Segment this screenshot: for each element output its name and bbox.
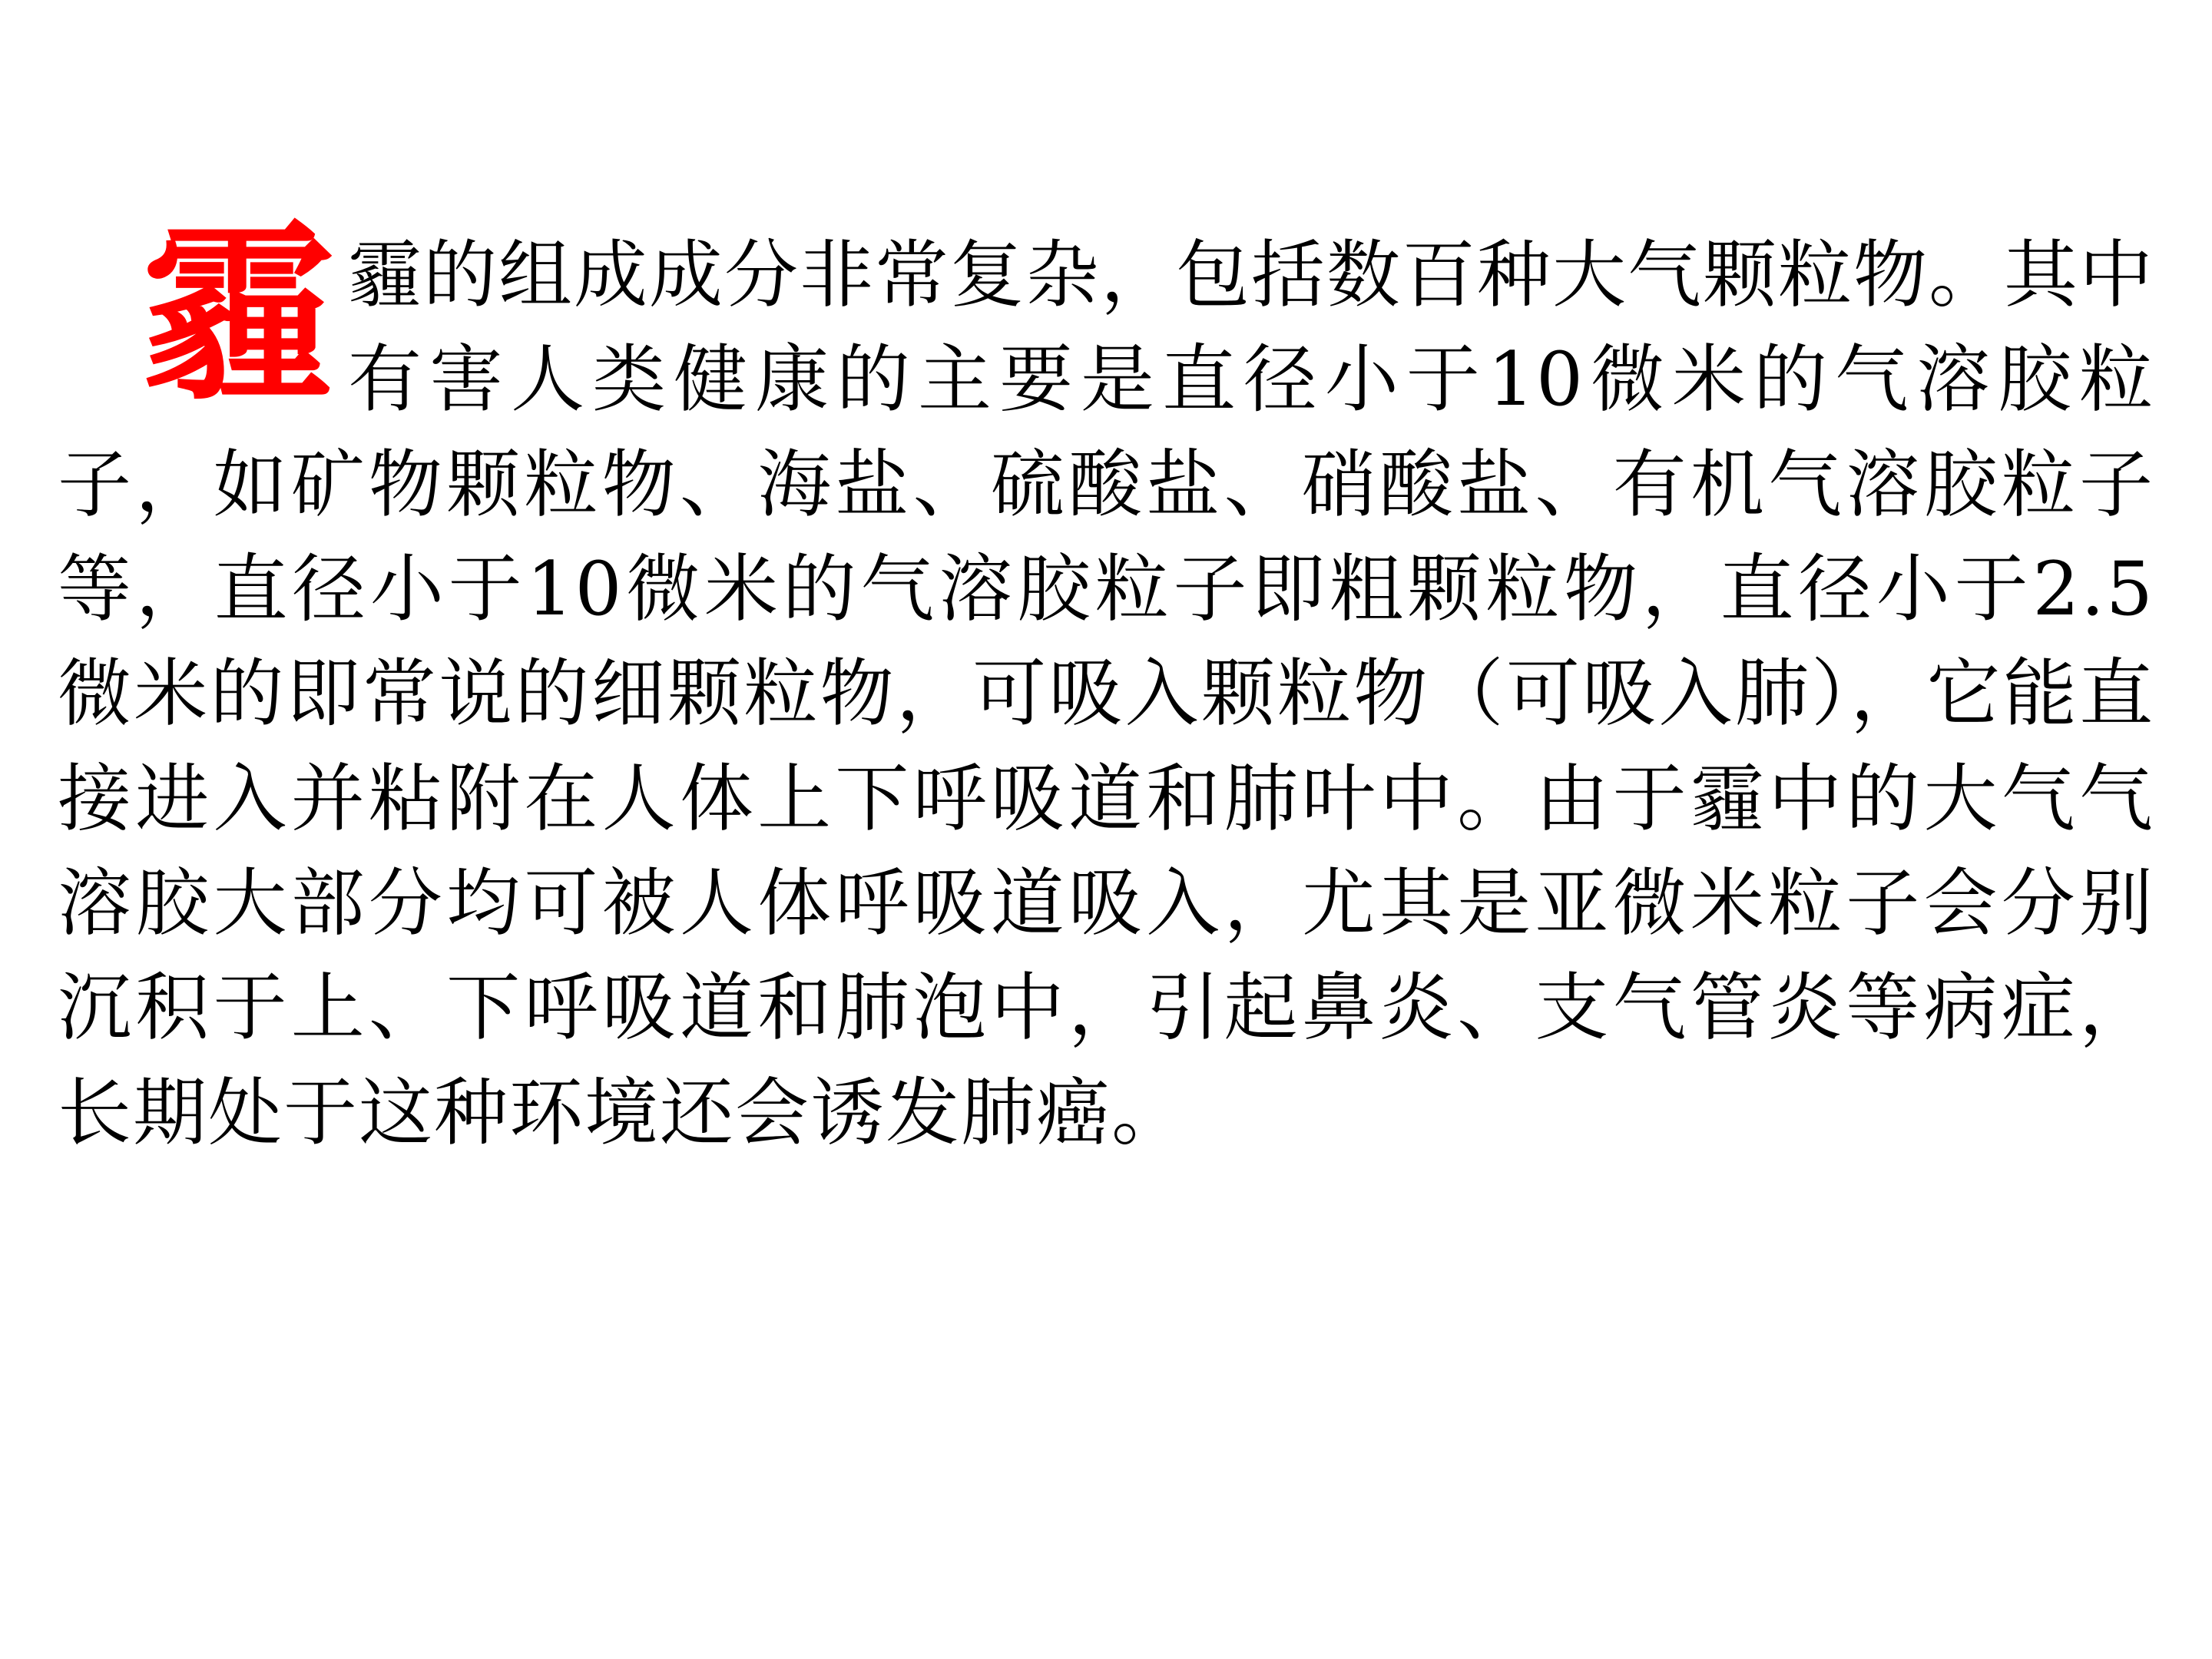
text-content-block <box>58 200 2154 1165</box>
drop-cap-character: 霾 <box>142 200 334 426</box>
body-paragraph: 霾的组成成分非常复杂，包括数百种大气颗粒物。其中有害人类健康的主要是直径小于10微米的气溶胶粒子，如矿物颗粒物、海盐、硫酸盐、硝酸盐、有机气溶胶粒子等，直径小于10微米的气溶胶粒子即粗颗粒物，直径小于2.5微米的即常说的细颗粒物，可吸入颗粒物（可吸入肺），它能直接进入并粘附在人体上下呼吸道和肺叶中。由于霾中的大气气溶胶大部分均可被人体呼吸道吸入，尤其是亚微米粒子会分别沉积于上、下呼吸道和肺泡中，引起鼻炎、支气管炎等病症，长期处于这种环境还会诱发肺癌。 <box>58 232 2154 1156</box>
